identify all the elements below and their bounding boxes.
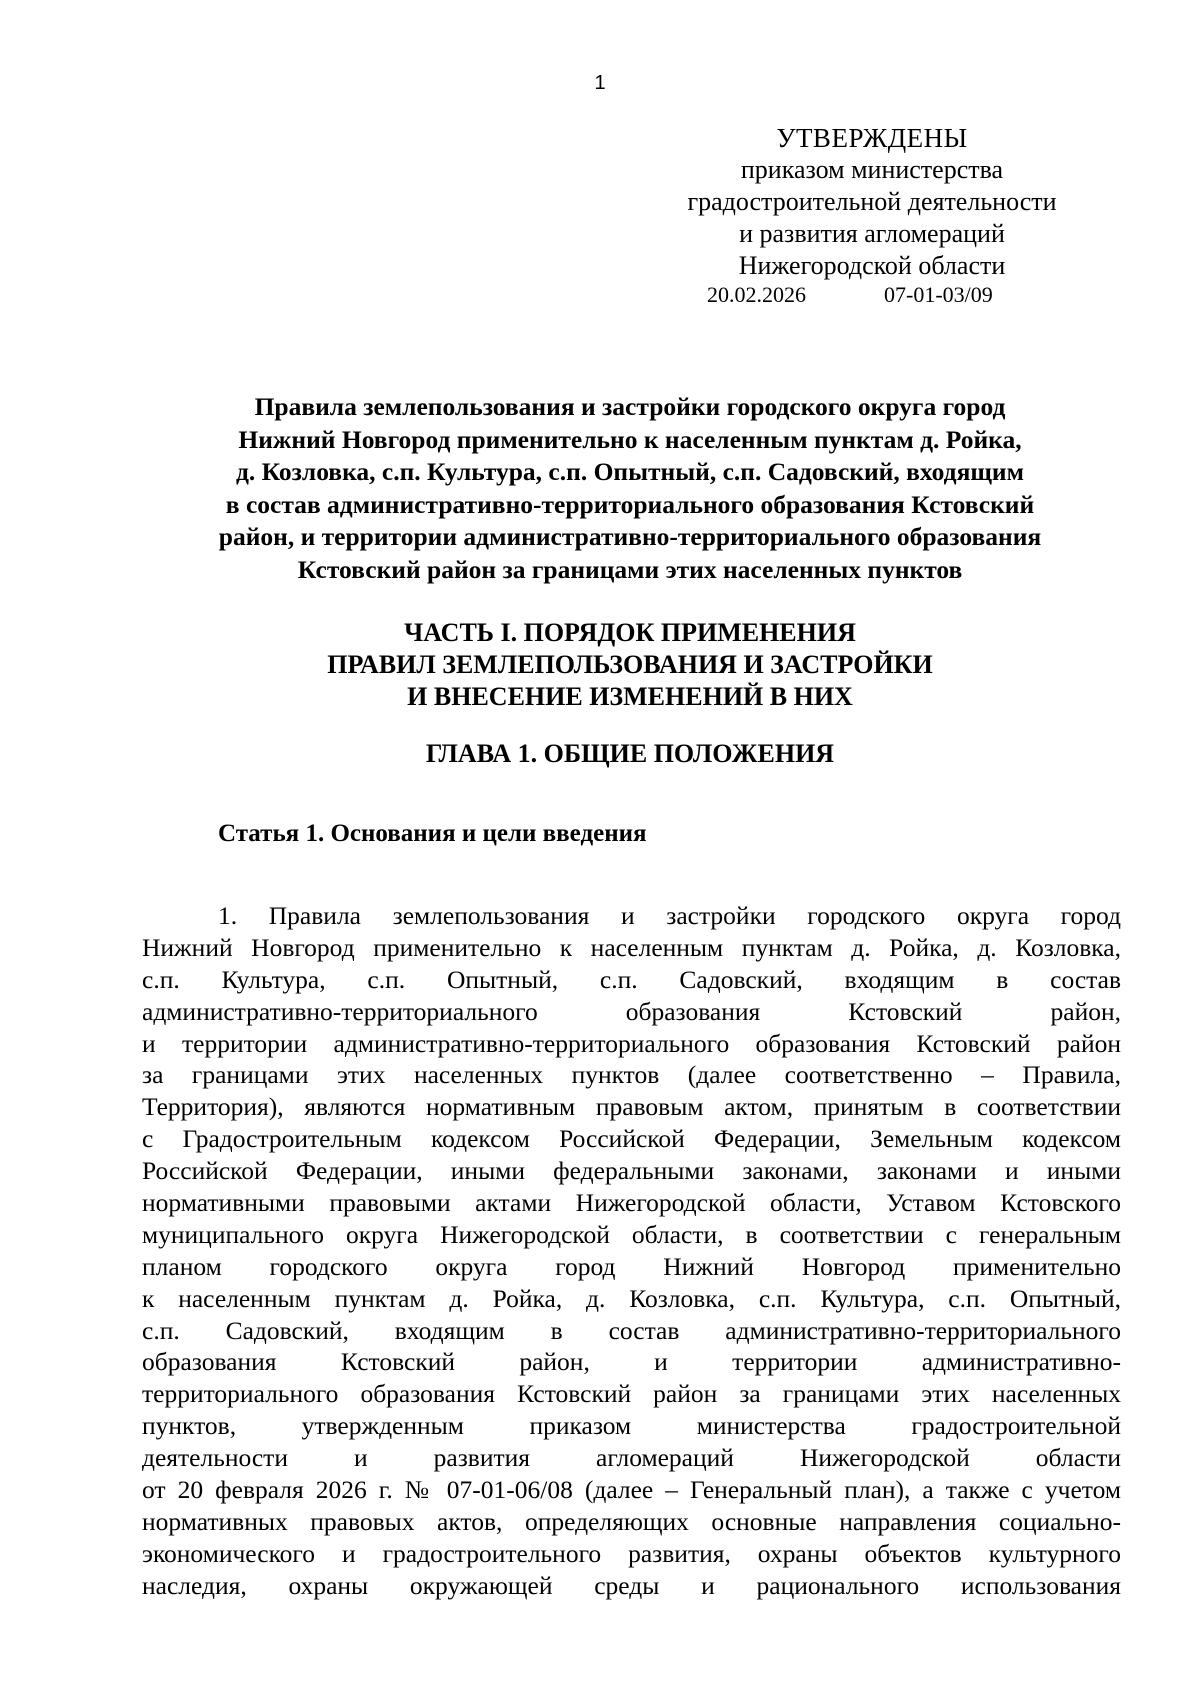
body-line: с.п. Культура, с.п. Опытный, с.п. Садовский, входящим в состав xyxy=(142,964,1121,994)
body-line: деятельности и развития агломераций Нижегородской области xyxy=(142,1443,1121,1473)
approval-line: и развития агломераций xyxy=(739,219,1005,248)
body-line: экономического и градостроительного развития, охраны объектов культурного xyxy=(142,1538,1121,1568)
title-line: Нижний Новгород применительно к населенным пунктам д. Ройка, xyxy=(238,424,1022,454)
body-line: административно-территориального образования Кстовский район, xyxy=(142,996,1121,1026)
body-line: муниципального округа Нижегородской области, в соответствии с генеральным xyxy=(142,1219,1121,1249)
article-heading: Статья 1. Основания и цели введения xyxy=(218,820,647,847)
body-line: от 20 февраля 2026 г. № 07-01-06/08 (далее – Генеральный план), а также с учетом xyxy=(142,1475,1121,1505)
approval-line: приказом министерства xyxy=(740,155,1004,184)
body-line: Территория), являются нормативным правовым актом, принятым в соответствии xyxy=(142,1092,1121,1122)
body-line: пунктов, утвержденным приказом министерства градостроительной xyxy=(142,1411,1121,1441)
body-line: 1. Правила землепользования и застройки городского округа город xyxy=(218,901,1121,930)
approval-line: градостроительной деятельности xyxy=(687,187,1057,216)
body-line: с.п. Садовский, входящим в состав административно-территориального xyxy=(142,1315,1121,1345)
body-line: Нижний Новгород применительно к населенным пунктам д. Ройка, д. Козловка, xyxy=(142,932,1121,962)
body-line: территориального образования Кстовский район за границами этих населенных xyxy=(142,1379,1121,1409)
body-line: к населенным пунктам д. Ройка, д. Козловка, с.п. Культура, с.п. Опытный, xyxy=(142,1283,1121,1313)
chapter-heading: ГЛАВА 1. ОБЩИЕ ПОЛОЖЕНИЯ xyxy=(425,739,835,768)
approval-stamp xyxy=(672,122,1072,307)
body-line: нормативных правовых актов, определяющих основные направления социально- xyxy=(142,1506,1121,1536)
body-line: за границами этих населенных пунктов (далее соответственно – Правила, xyxy=(142,1060,1121,1090)
body-line: с Градостроительным кодексом Российской Федерации, Земельным кодексом xyxy=(142,1124,1121,1154)
approval-heading: УТВЕРЖДЕНЫ xyxy=(776,123,968,153)
part-heading-line: И ВНЕСЕНИЕ ИЗМЕНЕНИЙ В НИХ xyxy=(407,682,853,711)
approval-line: Нижегородской области xyxy=(738,251,1006,280)
title-line: Правила землепользования и застройки городского округа город xyxy=(254,392,1006,421)
title-line: д. Козловка, с.п. Культура, с.п. Опытный, с.п. Садовский, входящим xyxy=(236,457,1024,486)
order-date: 20.02.2026 xyxy=(707,282,806,307)
title-line: в состав административно-территориального образования Кстовский xyxy=(225,489,1035,519)
document-title xyxy=(140,391,1120,586)
body-line: и территории административно-территориального образования Кстовский район xyxy=(142,1028,1121,1058)
body-line: наследия, охраны окружающей среды и рационального использования xyxy=(142,1570,1121,1600)
body-line: образования Кстовский район, и территории административно- xyxy=(142,1347,1121,1377)
part-heading-line: ЧАСТЬ I. ПОРЯДОК ПРИМЕНЕНИЯ xyxy=(404,618,856,647)
article-body xyxy=(142,900,1121,1602)
body-line: нормативными правовыми актами Нижегородской области, Уставом Кстовского xyxy=(142,1188,1121,1218)
title-line: Кстовский район за границами этих населенных пунктов xyxy=(297,554,963,584)
body-line: Российской Федерации, иными федеральными законами, законами и иными xyxy=(142,1156,1121,1186)
order-number: 07-01-03/09 xyxy=(884,282,993,307)
body-line: планом городского округа город Нижний Новгород применительно xyxy=(142,1251,1121,1281)
title-line: район, и территории административно-территориального образования xyxy=(218,522,1042,551)
page-number: 1 xyxy=(594,72,606,94)
part-heading-line: ПРАВИЛ ЗЕМЛЕПОЛЬЗОВАНИЯ И ЗАСТРОЙКИ xyxy=(327,650,933,679)
part-heading xyxy=(140,617,1120,713)
